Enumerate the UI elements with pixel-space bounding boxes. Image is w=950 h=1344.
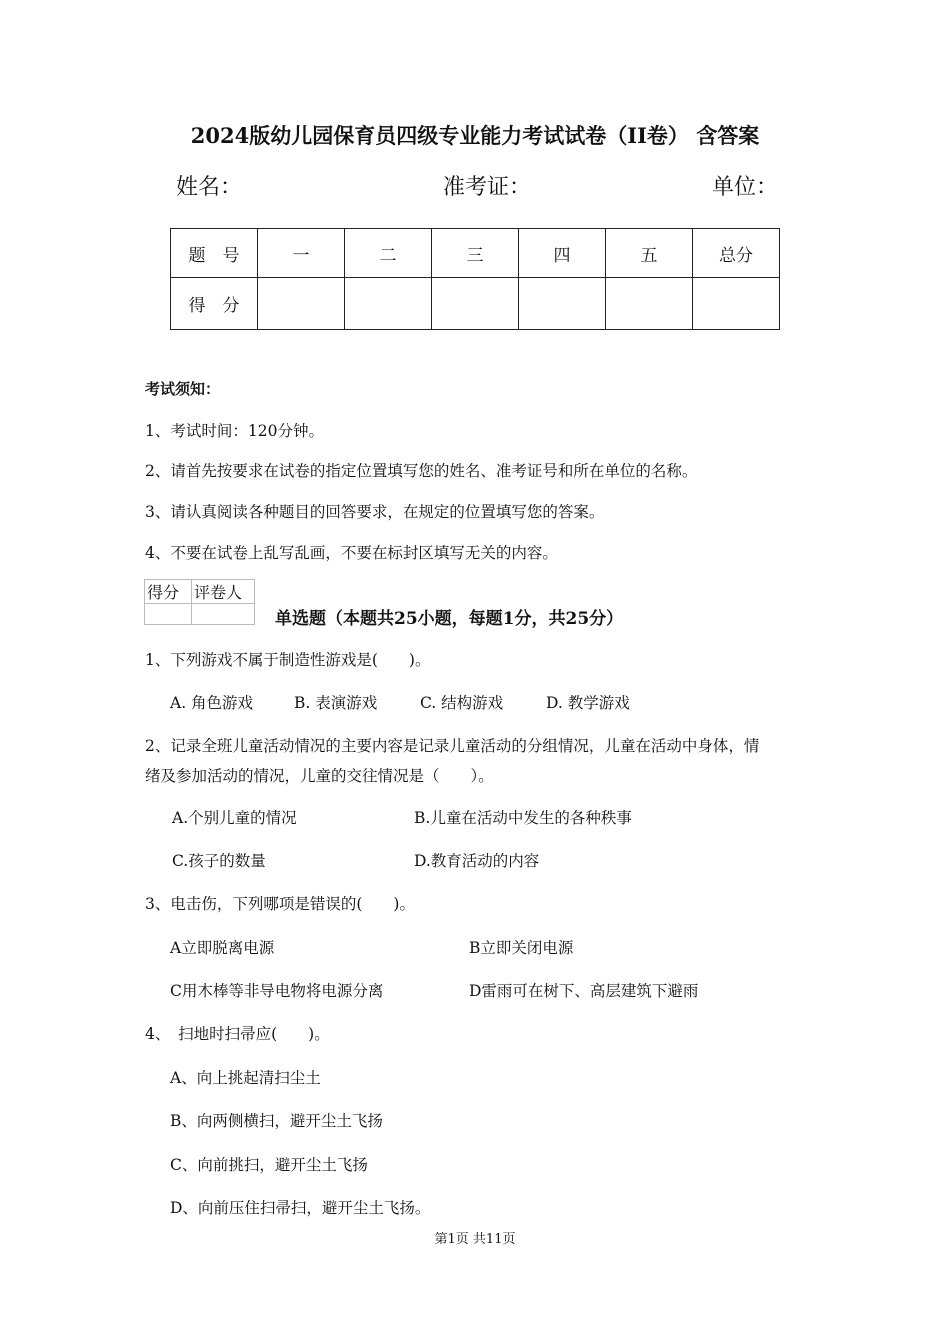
header-cell-5: 五 <box>606 229 693 278</box>
score-table <box>170 228 780 330</box>
notice-item: 2、请首先按要求在试卷的指定位置填写您的姓名、准考证号和所在单位的名称。 <box>145 462 698 480</box>
question-1-option-d[interactable]: D. 教学游戏 <box>546 694 630 712</box>
page-footer: 第1页 共11页 <box>434 1232 516 1247</box>
exam-id-field-label: 准考证： <box>443 175 532 200</box>
score-row-label: 得 分 <box>171 278 258 330</box>
question-3-option-b[interactable]: B立即关闭电源 <box>469 939 574 957</box>
header-cell-3: 三 <box>432 229 519 278</box>
page-title: 2024版幼儿园保育员四级专业能力考试试卷（II卷） 含答案 <box>190 123 760 148</box>
question-4-option-a[interactable]: A、向上挑起清扫尘土 <box>170 1069 321 1087</box>
score-table-header-row <box>171 229 780 278</box>
header-cell-total: 总分 <box>693 229 780 278</box>
grader-box-score-label: 得分 <box>145 580 192 604</box>
notice-item: 4、不要在试卷上乱写乱画，不要在标封区填写无关的内容。 <box>145 544 558 562</box>
score-cell-4[interactable] <box>519 278 606 330</box>
question-1-option-c[interactable]: C. 结构游戏 <box>420 694 504 712</box>
header-cell-question-no: 题 号 <box>171 229 258 278</box>
grader-box-score-cell[interactable] <box>145 604 192 625</box>
question-4-stem: 4、 扫地时扫帚应( )。 <box>145 1025 330 1043</box>
grader-box <box>144 579 255 625</box>
notice-heading: 考试须知： <box>145 380 221 398</box>
question-2-stem-continued: 绪及参加活动的情况，儿童的交往情况是（ ）。 <box>145 767 494 785</box>
section-title: 单选题（本题共25小题，每题1分，共25分） <box>275 609 624 629</box>
question-4-option-b[interactable]: B、向两侧横扫，避开尘土飞扬 <box>170 1112 383 1130</box>
question-3-option-a[interactable]: A立即脱离电源 <box>170 939 275 957</box>
name-field-label: 姓名： <box>176 175 243 200</box>
header-cell-2: 二 <box>345 229 432 278</box>
header-cell-4: 四 <box>519 229 606 278</box>
score-cell-1[interactable] <box>258 278 345 330</box>
question-3-option-c[interactable]: C用木棒等非导电物将电源分离 <box>170 982 384 1000</box>
question-3-option-d[interactable]: D雷雨可在树下、高层建筑下避雨 <box>469 982 699 1000</box>
unit-field-label: 单位： <box>712 175 779 200</box>
notice-item: 1、考试时间：120分钟。 <box>145 422 324 440</box>
question-3-stem: 3、电击伤，下列哪项是错误的( )。 <box>145 895 415 913</box>
score-cell-3[interactable] <box>432 278 519 330</box>
question-1-stem: 1、下列游戏不属于制造性游戏是( )。 <box>145 651 431 669</box>
question-1-option-a[interactable]: A. 角色游戏 <box>170 694 254 712</box>
score-cell-5[interactable] <box>606 278 693 330</box>
notice-item: 3、请认真阅读各种题目的回答要求，在规定的位置填写您的答案。 <box>145 503 605 521</box>
question-2-option-d[interactable]: D.教育活动的内容 <box>414 852 540 870</box>
question-2-option-a[interactable]: A.个别儿童的情况 <box>172 809 297 827</box>
question-2-option-b[interactable]: B.儿童在活动中发生的各种秩事 <box>414 809 632 827</box>
score-table-score-row <box>171 278 780 330</box>
grader-box-grader-cell[interactable] <box>192 604 255 625</box>
score-cell-2[interactable] <box>345 278 432 330</box>
question-2-stem: 2、记录全班儿童活动情况的主要内容是记录儿童活动的分组情况，儿童在活动中身体，情 <box>145 737 760 755</box>
question-4-option-d[interactable]: D、向前压住扫帚扫，避开尘土飞扬。 <box>170 1199 431 1217</box>
question-1-option-b[interactable]: B. 表演游戏 <box>294 694 378 712</box>
score-cell-total[interactable] <box>693 278 780 330</box>
question-4-option-c[interactable]: C、向前挑扫，避开尘土飞扬 <box>170 1156 368 1174</box>
question-2-option-c[interactable]: C.孩子的数量 <box>172 852 266 870</box>
header-cell-1: 一 <box>258 229 345 278</box>
grader-box-grader-label: 评卷人 <box>192 580 255 604</box>
